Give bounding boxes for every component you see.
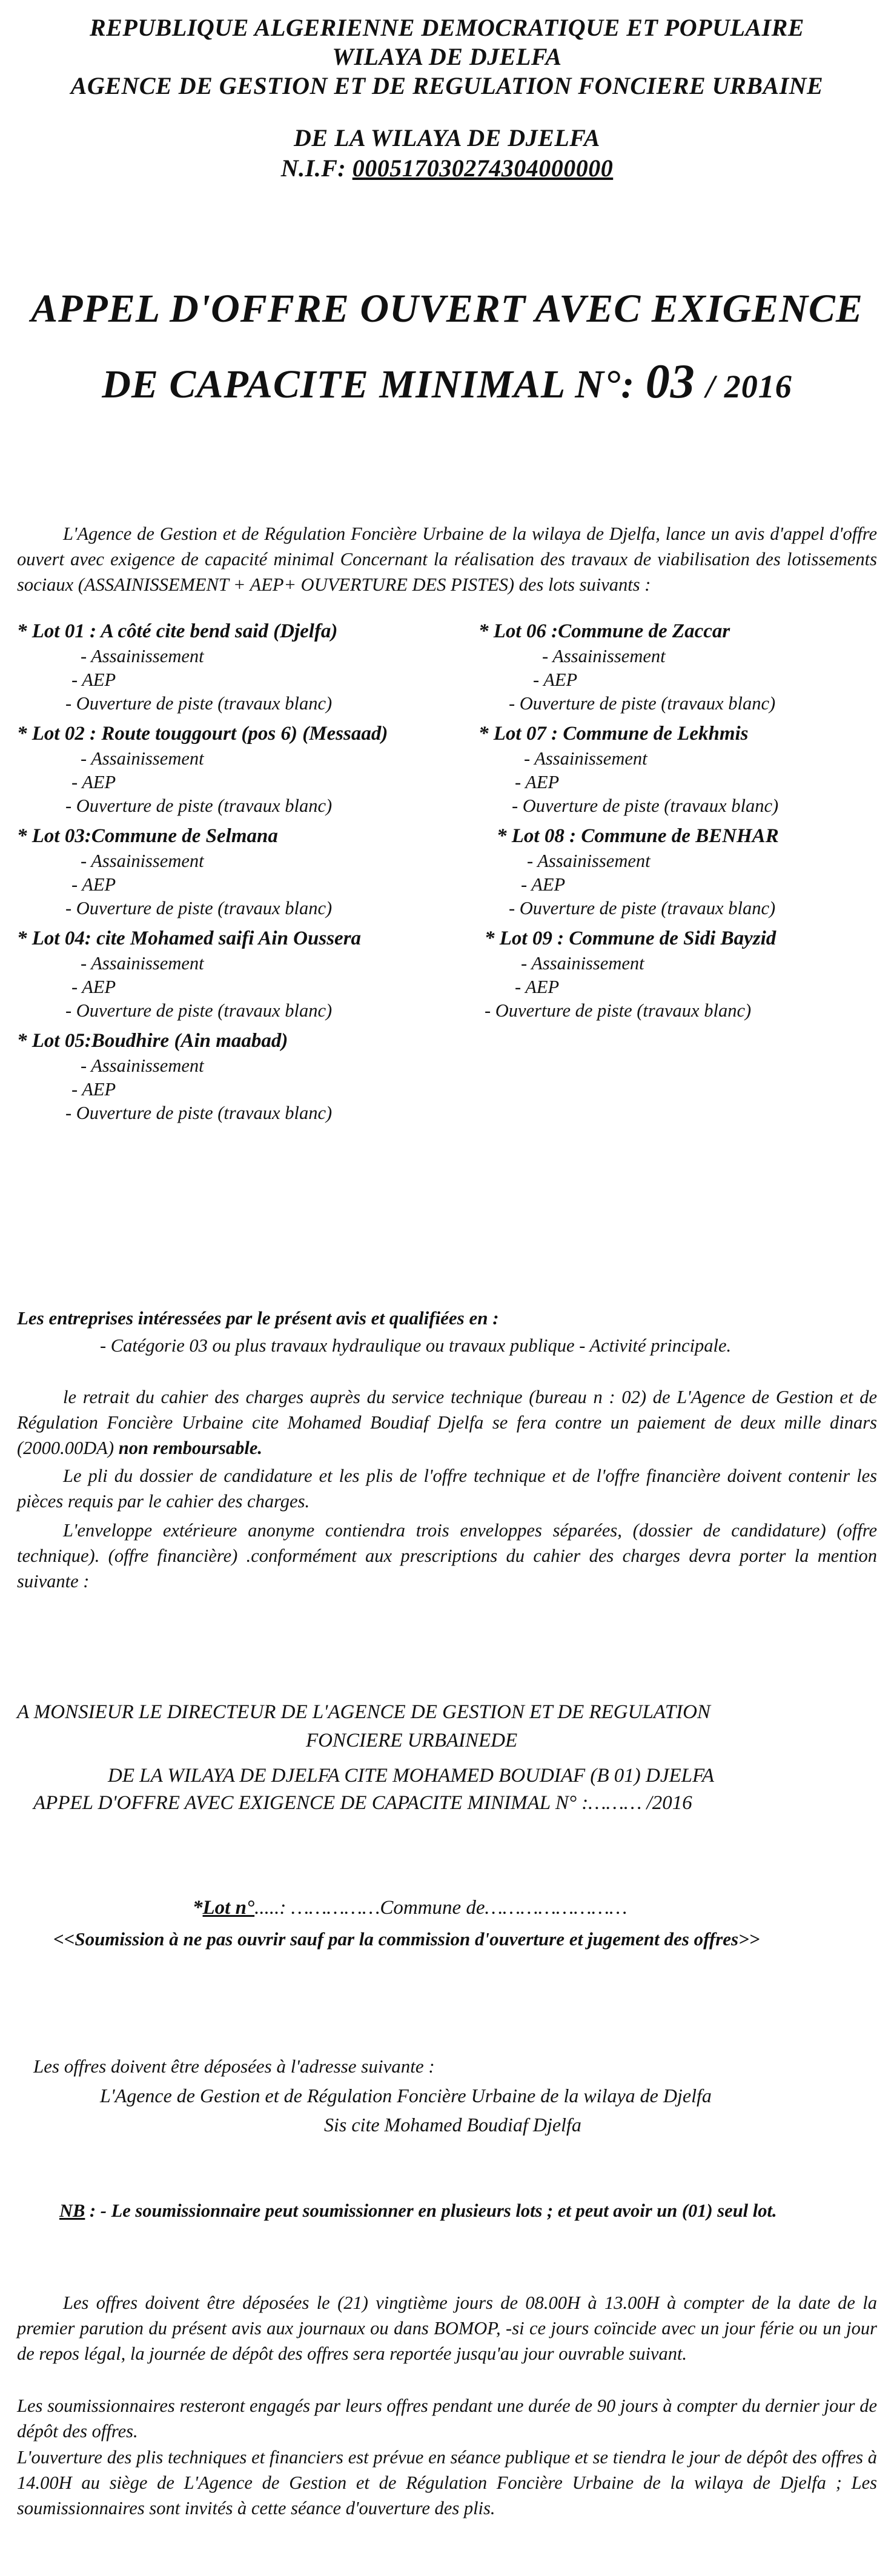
lot-item: - Assainissement bbox=[524, 748, 647, 769]
lot-02 bbox=[17, 720, 453, 818]
mention-line3: DE LA WILAYA DE DJELFA CITE MOHAMED BOUDIAF (B 01) DJELFA bbox=[108, 1765, 715, 1787]
lot-item: - Assainissement bbox=[542, 646, 666, 666]
title-line1: APPEL D'OFFRE OUVERT AVEC EXIGENCE bbox=[31, 287, 863, 331]
lot-item: - Assainissement bbox=[81, 953, 204, 974]
title-year: / 2016 bbox=[706, 368, 792, 405]
depot-line3: Sis cite Mohamed Boudiaf Djelfa bbox=[324, 2114, 581, 2136]
title-line2 bbox=[0, 357, 894, 411]
lot-item: - Assainissement bbox=[521, 953, 644, 974]
lot-item: - AEP bbox=[515, 977, 560, 997]
lot-item: - Ouverture de piste (travaux blanc) bbox=[509, 693, 776, 714]
retrait-bold: non remboursable. bbox=[114, 1438, 263, 1458]
lot-item: - AEP bbox=[71, 669, 116, 690]
pli-paragraph: Le pli du dossier de candidature et les plis de l'offre technique et de l'offre financière doivent contenir les pièces requis par le cahier des charges. bbox=[17, 1466, 877, 1512]
title-prefix: DE CAPACITE MINIMAL N°: bbox=[102, 362, 635, 407]
lot-item: - Assainissement bbox=[81, 646, 204, 666]
lot-number-rest: .....: ……………Commune de…………………… bbox=[254, 1897, 627, 1919]
lot-item: - Assainissement bbox=[527, 851, 651, 871]
lot-03 bbox=[17, 823, 453, 920]
lot-title: * Lot 03:Commune de Selmana bbox=[17, 825, 278, 847]
lot-title: * Lot 07 : Commune de Lekhmis bbox=[478, 723, 749, 745]
lot-title: * Lot 09 : Commune de Sidi Bayzid bbox=[485, 928, 776, 949]
lot-07 bbox=[478, 720, 884, 818]
lot-06 bbox=[478, 618, 884, 715]
lot-item: - AEP bbox=[71, 772, 116, 792]
lot-item: - AEP bbox=[521, 874, 566, 895]
header-nif bbox=[0, 154, 894, 183]
lot-item: - Assainissement bbox=[81, 1055, 204, 1076]
lot-08 bbox=[478, 823, 884, 920]
lot-title: * Lot 08 : Commune de BENHAR bbox=[497, 825, 779, 847]
nb-paragraph bbox=[17, 2198, 877, 2223]
lot-05 bbox=[17, 1027, 453, 1125]
lot-09 bbox=[478, 925, 884, 1023]
lot-item: - Ouverture de piste (travaux blanc) bbox=[485, 1000, 752, 1021]
lot-title: * Lot 06 :Commune de Zaccar bbox=[478, 620, 730, 642]
header-wilaya-djelfa: DE LA WILAYA DE DJELFA bbox=[294, 124, 600, 151]
mention-line2: FONCIERE URBAINEDE bbox=[306, 1730, 518, 1751]
title-number: 03 bbox=[645, 355, 695, 408]
entreprises-line: Les entreprises intéressées par le présent avis et qualifiées en : bbox=[17, 1307, 499, 1329]
depot-line2: L'Agence de Gestion et de Régulation Foncière Urbaine de la wilaya de Djelfa bbox=[100, 2085, 712, 2106]
lot-number-line bbox=[193, 1895, 627, 1920]
nif-value: 000517030274304000000 bbox=[352, 154, 614, 182]
nif-label: N.I.F: bbox=[280, 154, 346, 182]
lot-item: - Ouverture de piste (travaux blanc) bbox=[65, 795, 333, 816]
lot-01 bbox=[17, 618, 453, 715]
lot-item: - Ouverture de piste (travaux blanc) bbox=[65, 1103, 333, 1123]
lots-right-column bbox=[478, 618, 884, 1023]
retrait-text: le retrait du cahier des charges auprès du service technique (bureau n : 02) de L'Agence de Gestion et de Régulation Foncière Urbaine cite Mohamed Boudiaf Djelfa se fera contre un paiement de deux mille dinars (2000.00DA) bbox=[17, 1387, 877, 1458]
entreprises-categorie: - Catégorie 03 ou plus travaux hydraulique ou travaux publique - Activité principale. bbox=[100, 1335, 732, 1356]
intro-paragraph: L'Agence de Gestion et de Régulation Foncière Urbaine de la wilaya de Djelfa, lance un avis d'appel d'offre ouvert avec exigence de capacité minimal Concernant la réalisation des travaux de viabilisation des lotissements sociaux (ASSAINISSEMENT + AEP+ OUVERTURE DES PISTES) des lots suivants : bbox=[17, 523, 877, 595]
final-paragraph-1: Les offres doivent être déposées le (21) vingtième jours de 08.00H à 13.00H à compter de la date de la premier parution du présent avis aux journaux ou dans BOMOP, -si ce jours coïncide avec un jour férie ou un jour de repos légal, la journée de dépôt des offres sera reportée jusqu'au jour ouvrable suivant. bbox=[17, 2292, 877, 2364]
lots-left-column bbox=[17, 618, 453, 1125]
depot-line1: Les offres doivent être déposées à l'adresse suivante : bbox=[33, 2056, 435, 2077]
lot-item: - Ouverture de piste (travaux blanc) bbox=[65, 898, 333, 918]
lot-title: * Lot 05:Boudhire (Ain maabad) bbox=[17, 1030, 288, 1052]
lot-item: - AEP bbox=[533, 669, 578, 690]
soumission-line: <<Soumission à ne pas ouvrir sauf par la commission d'ouverture et jugement des offres>> bbox=[53, 1928, 760, 1950]
lot-item: - AEP bbox=[515, 772, 560, 792]
retrait-paragraph bbox=[17, 1384, 877, 1461]
header-wilaya: WILAYA DE DJELFA bbox=[332, 43, 562, 70]
lot-number-label: Lot n° bbox=[202, 1897, 255, 1919]
lot-item: - AEP bbox=[71, 977, 116, 997]
enveloppe-paragraph: L'enveloppe extérieure anonyme contiendra trois enveloppes séparées, (dossier de candidature) (offre technique). (offre financière) .conformément aux prescriptions du cahier des charges devra porter la mention suivante : bbox=[17, 1520, 877, 1592]
lot-04 bbox=[17, 925, 453, 1023]
lot-item: - Ouverture de piste (travaux blanc) bbox=[65, 693, 333, 714]
lot-item: - AEP bbox=[71, 1079, 116, 1100]
header-republic: REPUBLIQUE ALGERIENNE DEMOCRATIQUE ET POPULAIRE bbox=[90, 14, 804, 41]
lot-item: - Assainissement bbox=[81, 748, 204, 769]
mention-line4: APPEL D'OFFRE AVEC EXIGENCE DE CAPACITE MINIMAL N° :……… /2016 bbox=[33, 1792, 692, 1814]
nb-text: : - Le soumissionnaire peut soumissionner en plusieurs lots ; et peut avoir un (01) seul lot. bbox=[85, 2200, 777, 2221]
lot-item: - Assainissement bbox=[81, 851, 204, 871]
lot-star: * bbox=[193, 1897, 203, 1919]
lot-item: - Ouverture de piste (travaux blanc) bbox=[65, 1000, 333, 1021]
lot-item: - Ouverture de piste (travaux blanc) bbox=[509, 898, 776, 918]
mention-line1: A MONSIEUR LE DIRECTEUR DE L'AGENCE DE GESTION ET DE REGULATION bbox=[17, 1701, 710, 1723]
lot-title: * Lot 02 : Route touggourt (pos 6) (Messaad) bbox=[17, 723, 388, 745]
lot-item: - Ouverture de piste (travaux blanc) bbox=[512, 795, 779, 816]
lot-title: * Lot 01 : A côté cite bend said (Djelfa) bbox=[17, 620, 338, 642]
nb-label: NB bbox=[59, 2200, 85, 2221]
lot-item: - AEP bbox=[71, 874, 116, 895]
lot-title: * Lot 04: cite Mohamed saifi Ain Oussera bbox=[17, 928, 362, 949]
final-paragraph-2: Les soumissionnaires resteront engagés par leurs offres pendant une durée de 90 jours à compter du dernier jour de dépôt des offres. bbox=[17, 2395, 877, 2442]
header-agency: AGENCE DE GESTION ET DE REGULATION FONCIERE URBAINE bbox=[70, 72, 824, 99]
final-paragraph-3: L'ouverture des plis techniques et financiers est prévue en séance publique et se tiendra le jour de dépôt des offres à 14.00H au siège de L'Agence de Gestion et de Régulation Foncière Urbaine de la wilaya de Djelfa ; Les soumissionnaires sont invités à cette séance d'ouverture des plis. bbox=[17, 2447, 877, 2518]
